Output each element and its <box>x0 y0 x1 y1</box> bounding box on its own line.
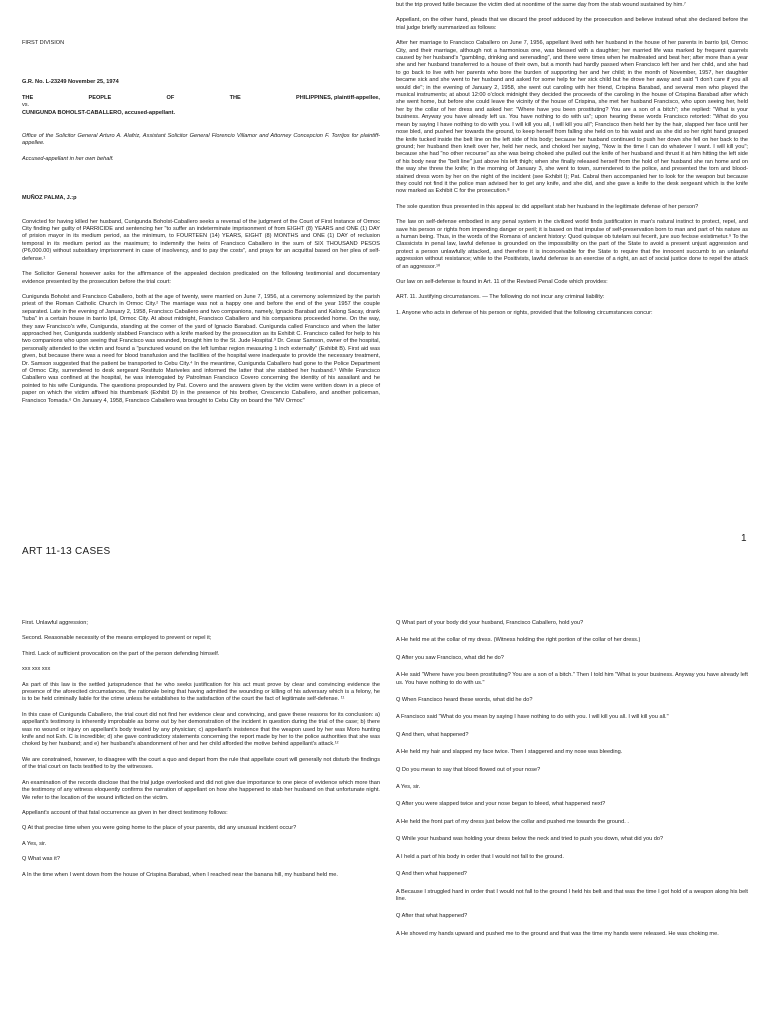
caption-defendant: CUNIGUNDA BOHOLST-CABALLERO, accused-appellant. <box>22 109 176 116</box>
testimony-line: A He held me at the collar of my dress. (Witness holding the right portion of the collar of her dress.) <box>396 637 641 644</box>
caption-word: THE <box>22 94 34 101</box>
counsel-note: Office of the Solicitor General Arturo A. Alafriz, Assistant Solicitor General Florencio Villamor and Attorney Concepcion F. Torrijos for plaintiff-appellee. <box>22 133 380 147</box>
testimony-line: Q And then what happened? <box>396 871 467 878</box>
testimony-line: A Yes, sir. <box>22 840 47 847</box>
testimony-line: Q While your husband was holding your dress below the neck and tried to push you down, what did you do? <box>396 836 664 843</box>
testimony-line: A In the time when I went down from the house of Crispina Barabad, when I reached near the banana hill, my husband held me. <box>22 871 338 878</box>
caption-word: PHILIPPINES, plaintiff-appellee, <box>296 94 380 101</box>
left-column-bottom <box>22 612 380 1032</box>
body-paragraph: Second. Reasonable necessity of the means employed to prevent or repel it; <box>22 635 212 642</box>
page-number: 1 <box>741 533 747 544</box>
body-paragraph: Cunigunda Boholst and Francisco Caballero, both at the age of twenty, were married on June 7, 1956, at a ceremony solemnized by the parish priest of the Roman Catholic Church in Ormoc City.² The marriage was not a happy one and before the end of the year 1957 the couple separated. Late in the evening of January 2, 1958, Francisco Caballero and two companions, namely, Ignacio Barabad and Kalong Sacay, drank "tuba" in a certain house in barrio Ipil, Ormoc City. At about midnight, Francisco Caballero and his companions proceeded home. On the way, they saw Francisco's wife, Cunigunda, standing at the corner of the yard of Ignacio Barabad. Cunigunda called Francisco and when the latter approached her, Cunigunda suddenly stabbed Francisco with a knife marked by the prosecution as its Exhibit C. Francisco called for help to his two companions who upon seeing that Francisco was wounded, brought him to the St. Jude Hospital.³ Dr. Cesar Samson, owner of the hospital, personally attended to the victim and found a "punctured wound on the left lumbar region measuring 1 inch externally" (Exhibit B). First aid was given, but because there was a need for blood transfusion and the facilities of the hospital were inadequate to provide the necessary treatment, Dr. Samson suggested that the patient be transported to Cebu City.⁴ In the meantime, Cunigunda Caballero had gone to the Police Department of Ormoc City, surrendered to desk sergeant Restituto Mariveles and informed the latter that she stabbed her husband.⁵ While Francisco Caballero was confined at the hospital, he was interrogated by Patrolman Francisco Covero concerning the identity of his assailant and he pointed to his wife Cunigunda. The questions propounded by Pat. Covero and the answers given by the victim were written down in a piece of paper on which the victim affixed his thumbmark (Exhibit D) in the presence of his brother, Crescencio Caballero, and another policeman, Francisco Tomada.⁶ On January 4, 1958, Francisco Caballero was brought to Cebu City on board the "MV Ormoc" <box>22 293 380 404</box>
body-paragraph: As part of this law is the settled jurisprudence that he who seeks justification for his act must prove by clear and convincing evidence the presence of the aforecited circumstances, the rationale being that having admitted the wounding or killing of his adversary which is a felony, he is to be held criminally liable for the crime unless he establishes to the satisfaction of the court the fact of legitimate self-defense. ¹¹ <box>22 681 380 703</box>
body-paragraph: 1. Anyone who acts in defense of his person or rights, provided that the following circumstances concur: <box>396 309 653 316</box>
body-paragraph: In this case of Cunigunda Caballero, the trial court did not find her evidence clear and convincing, and gave these reasons for its conclusion: a) appellant's testimony is inherently improbable as borne out by her demonstration of the incident in question during the trial of the case; b) there was no wound or injury on appellant's body treated by any physician; c) appellant's insistence that the weapon used by her was Moro hunting knife and not Exh. C is incredible; d) she gave contradictory statements concerning the report made by her to the police authorities that she was choked by her husband; and e) her husband's abandonment of her and her child afforded the motive behind appellant's attack.¹² <box>22 711 380 748</box>
division-heading: FIRST DIVISION <box>22 40 65 46</box>
case-number: G.R. No. L-23249 November 25, 1974 <box>22 79 119 86</box>
body-paragraph: After her marriage to Francisco Caballero on June 7, 1956, appellant lived with her husband in the house of her parents in barrio Ipil, Ormoc City, and their marriage, although not a harmonious one, was blessed with a daughter; her married life was marked by frequent quarrels caused by her husband's "gambling, drinking and serenading", and there were times when he maltreated and beat her; after more than a year she and her husband transferred to a house of their own, but a month had hardly passed when Francisco left her and her child, and she had to go back to live with her parents who bore the burden of supporting her and her child; in the month of November, 1957, her daughter became sick and she went to her husband and asked for some help for her sick child but he drove her away and said "I don't care if you all would die"; in the evening of January 2, 1958, she went out caroling with her friend, Crispina Barabad, and several men who played the musical instruments; at about 12:00 o'clock midnight they decided the proceeds of the caroling in the house of Crispina Barabad after which she went home, but before she could leave the vicinity of the house of Crispina, she met her husband Francisco, who upon seeing her, held her by the collar of her dress and asked her: "Where have you been prostituting? You are a son of a bitch"; she replied: "What is your business. Anyway you have already left us. You have nothing to do with us"; upon hearing these words Francisco retorted: "What do you mean by saying I have nothing to do with you. I will kill you all, I will kill you all"; Francisco then held her by the hair, slapped her face until her nose bled, and pushed her towards the ground, to keep herself from falling she held on to his waist and as she did so her right hand grasped the knife tucked inside the belt line on the left side of his body; because her husband continued to push her down she fell on her back to the ground; her husband then knelt over her, held her neck, and choked her saying, "Now is the time I can do whatever I want. I will kill you"; because she had "no other recourse" as she was being choked she pulled out the knife of her husband and thrust it at him hitting the left side of his body near the "belt line" just above his left thigh; when she finally released herself from the hold of her husband she ran home and on the way she threw the knife; in the morning of January 3, she went to town, surrendered to the police, and presented the torn and blood-stained dress worn by her on the night of the incident (see Exhibit I); Pat. Cabral then accompanied her to look for the weapon but because they could not find it the police man advised her to get any knife, and she did, and she gave a knife to the desk sergeant which is the knife now marked as Exhibit C for the prosecution.⁸ <box>396 40 748 195</box>
ponente: MUÑOZ PALMA, J.:p <box>22 195 77 202</box>
body-paragraph: The law on self-defense embodied in any penal system in the civilized world finds justification in man's natural instinct to protect, repel, and save his person or rights from impending danger or peril; it is based on that impulse of self-preservation born to man and part of his nature as a human being. Thus, in the words of the Romans of ancient history: Quod quisque ob tutelam sui fecerit, jure suo fecisse existimetur.⁹ To the Classicists in penal law, lawful defense is grounded on the impossibility on the part of the State to avoid a present unjust aggression and protect a person unlawfully attacked, and therefore it is inconceivable for the State to require that the innocent succumb to an unlawful aggression without resistance; while to the Positivists, lawful defense is an exercise of a right, an act of social justice done to repel the attack of an aggressor.¹⁰ <box>396 219 748 270</box>
body-paragraph: The Solicitor General however asks for the affirmance of the appealed decision predicated on the following testimonial and documentary evidence presented by the prosecution before the trial court: <box>22 271 380 285</box>
caption-word: OF <box>166 94 175 101</box>
testimony-line: A Yes, sir. <box>396 784 421 791</box>
section-heading: ART 11-13 CASES <box>22 546 111 557</box>
body-paragraph: We are constrained, however, to disagree with the court a quo and depart from the rule that appellate court will generally not disturb the findings of the trial court on facts testified to by the witnesses. <box>22 756 380 771</box>
caption-word: PEOPLE <box>88 94 112 101</box>
caption-word: THE <box>229 94 241 101</box>
body-paragraph: Appellant's account of that fatal occurrence as given in her direct testimony follows: <box>22 809 228 816</box>
testimony-line: Q What was it? <box>22 856 60 863</box>
body-paragraph: xxx xxx xxx <box>22 666 51 673</box>
body-paragraph: Third. Lack of sufficient provocation on the part of the person defending himself. <box>22 650 220 657</box>
accused-counsel-note: Accused-appellant in her own behalf. <box>22 155 114 162</box>
left-column-top <box>22 0 380 568</box>
body-paragraph: ART. 11. Justifying circumstances. — The following do not incur any criminal liability: <box>396 294 605 301</box>
right-column-bottom <box>396 612 748 1032</box>
body-paragraph: First. Unlawful aggression; <box>22 620 88 626</box>
testimony-line: A He held the front part of my dress just below the collar and pushed me towards the ground. . <box>396 818 629 825</box>
body-paragraph: The sole question thus presented in this appeal is: did appellant stab her husband in the legitimate defense of her person? <box>396 203 699 210</box>
body-paragraph: Our law on self-defense is found in Art. 11 of the Revised Penal Code which provides: <box>396 279 608 285</box>
testimony-line: A I held a part of his body in order that I would not fall to the ground. <box>396 853 564 860</box>
testimony-line: A Because I struggled hard in order that I would not fall to the ground I held his belt and that was the time I got hold of a weapon along his belt line. <box>396 888 748 902</box>
testimony-line: A He shoved my hands upward and pushed me to the ground and that was the time my hands were released. He was choking me. <box>396 930 719 937</box>
body-paragraph: Appellant, on the other hand, pleads that we discard the proof adduced by the prosecution and believe instead what she declared before the trial judge briefly summarized as follows: <box>396 17 748 31</box>
testimony-line: Q After that what happened? <box>396 913 468 920</box>
caption-vs: vs. <box>22 102 30 109</box>
testimony-line: Q And then, what happened? <box>396 731 469 738</box>
testimony-line: Q What part of your body did your husband, Francisco Caballero, hold you? <box>396 620 584 626</box>
testimony-line: A He said "Where have you been prostituting? You are a son of a bitch." Then I told him "What is your business. Anyway you have already left us. You have nothing to do with us." <box>396 672 748 686</box>
right-column-top <box>396 0 748 530</box>
testimony-line: Q When Francisco heard these words, what did he do? <box>396 697 533 704</box>
body-paragraph: Convicted for having killed her husband, Cunigunda Boholst-Caballero seeks a reversal of the judgment of the Court of First Instance of Ormoc City finding her guilty of PARRICIDE and sentencing her "to suffer an indeterminate imprisonment of from EIGHT (8) YEARS and ONE (1) DAY of prision mayor in its medium period, as the minimum, to FOURTEEN (14) YEARS, EIGHT (8) MONTHS and ONE (1) DAY of reclusion temporal in its medium period as the maximum; to indemnify the heirs of Francisco Caballero in the sum of SIX THOUSAND PESOS (P6,000.00) without subsidiary imprisonment in case of insolvency, and to pay the costs", and prays for an acquittal based on her plea of self-defense.¹ <box>22 218 380 262</box>
case-caption <box>22 95 380 102</box>
testimony-line: A Francisco said "What do you mean by saying I have nothing to do with you. I will kill you all. I will kill you all." <box>396 714 669 721</box>
testimony-line: A He held my hair and slapped my face twice. Then I staggered and my nose was bleeding. <box>396 749 623 756</box>
testimony-line: Q Do you mean to say that blood flowed out of your nose? <box>396 766 541 773</box>
body-paragraph: An examination of the records disclose that the trial judge overlooked and did not give due importance to one piece of evidence which more than the testimony of any witness eloquently confirms the narration of appellant on how she happened to stab her husband on that unfortunate night. We refer to the location of the wound inflicted on the victim. <box>22 779 380 801</box>
testimony-line: Q At that precise time when you were going home to the place of your parents, did any unusual incident occur? <box>22 825 297 832</box>
body-paragraph: but the trip proved futile because the victim died at noontime of the same day from the stab wound sustained by him.⁷ <box>396 2 686 8</box>
testimony-line: Q After you were slapped twice and your nose began to bleed, what happened next? <box>396 801 606 808</box>
testimony-line: Q After you saw Francisco, what did he do? <box>396 654 504 661</box>
